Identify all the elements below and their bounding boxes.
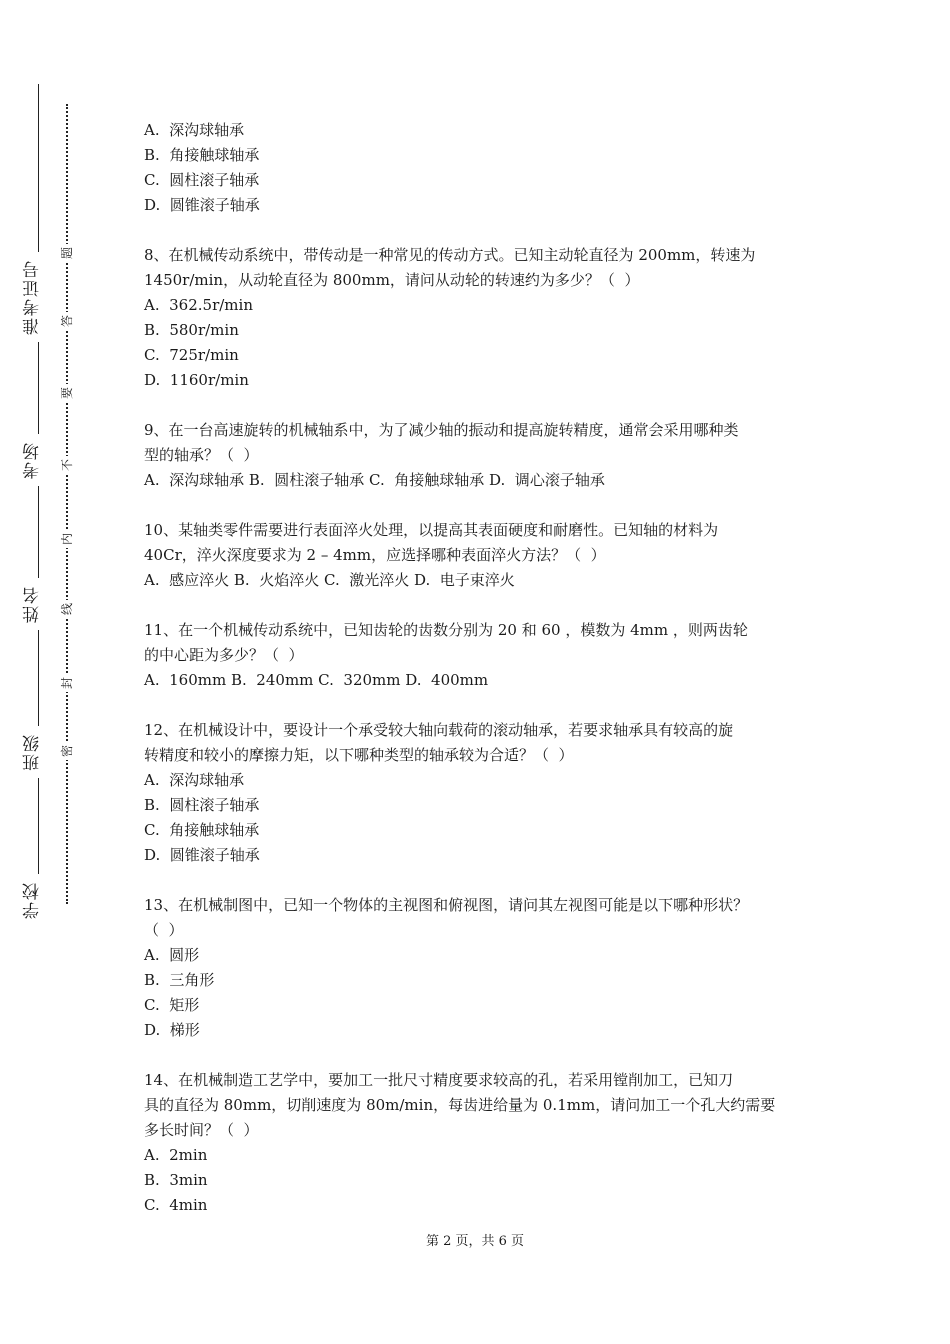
option: C. 矩形	[144, 996, 200, 1014]
margin-line-segment	[38, 630, 39, 726]
seal-char: 线	[58, 600, 76, 618]
question-text: 13、在机械制图中，已知一个物体的主视图和俯视图，请问其左视图可能是以下哪种形状？	[144, 896, 749, 914]
option: A. 深沟球轴承 B. 圆柱滚子轴承 C. 角接触球轴承 D. 调心滚子轴承	[144, 471, 605, 489]
school-label: 学校	[23, 881, 43, 919]
question-text: 12、在机械设计中，要设计一个承受较大轴向载荷的滚动轴承，若要求轴承具有较高的旋	[144, 721, 734, 739]
option: A. 圆形	[144, 946, 200, 964]
option: D. 梯形	[144, 1021, 200, 1039]
option: A. 深沟球轴承	[144, 121, 245, 139]
option: A. 2min	[144, 1146, 208, 1164]
seal-char: 封	[58, 674, 76, 692]
option: B. 3min	[144, 1171, 208, 1189]
question-14	[144, 1068, 814, 1218]
option: A. 160mm B. 240mm C. 320mm D. 400mm	[144, 671, 489, 689]
question-text: 11、在一个机械传动系统中，已知齿轮的齿数分别为 20 和 60 ，模数为 4mm ，则两齿轮	[144, 621, 748, 639]
option: B. 圆柱滚子轴承	[144, 796, 260, 814]
question-text: 10、某轴类零件需要进行表面淬火处理，以提高其表面硬度和耐磨性。已知轴的材料为	[144, 521, 719, 539]
option: D. 圆锥滚子轴承	[144, 196, 260, 214]
question-text: 8、在机械传动系统中，带传动是一种常见的传动方式。已知主动轮直径为 200mm，转速为	[144, 246, 756, 264]
option: A. 362.5r/min	[144, 296, 253, 314]
margin-line-segment	[38, 84, 39, 252]
option: C. 725r/min	[144, 346, 239, 364]
option: C. 角接触球轴承	[144, 821, 260, 839]
class-label: 班级	[23, 733, 43, 771]
seal-char: 密	[58, 742, 76, 760]
option: B. 角接触球轴承	[144, 146, 260, 164]
seal-char: 不	[58, 456, 76, 474]
question-7-options	[144, 118, 814, 218]
question-text: 多长时间？（ ）	[144, 1121, 259, 1139]
question-8	[144, 243, 814, 393]
option: A. 感应淬火 B. 火焰淬火 C. 激光淬火 D. 电子束淬火	[144, 571, 515, 589]
option: B. 三角形	[144, 971, 215, 989]
question-text: 9、在一台高速旋转的机械轴系中，为了减少轴的振动和提高旋转精度，通常会采用哪种类	[144, 421, 739, 439]
margin-line-segment	[38, 486, 39, 578]
seal-char: 内	[58, 530, 76, 548]
option: D. 圆锥滚子轴承	[144, 846, 260, 864]
question-text: 型的轴承？（ ）	[144, 446, 259, 464]
question-text: 40Cr，淬火深度要求为 2 – 4mm，应选择哪种表面淬火方法？（ ）	[144, 546, 606, 564]
question-9	[144, 418, 814, 493]
question-text: 转精度和较小的摩擦力矩，以下哪种类型的轴承较为合适？（ ）	[144, 746, 574, 764]
margin-line-segment	[38, 778, 39, 874]
option: B. 580r/min	[144, 321, 239, 339]
option: C. 4min	[144, 1196, 208, 1214]
question-text: 1450r/min，从动轮直径为 800mm，请问从动轮的转速约为多少？（ ）	[144, 271, 640, 289]
option: C. 圆柱滚子轴承	[144, 171, 260, 189]
question-text: 具的直径为 80mm，切削速度为 80m/min，每齿进给量为 0.1mm，请问加工一个孔大约需要	[144, 1096, 776, 1114]
option: A. 深沟球轴承	[144, 771, 245, 789]
question-13	[144, 893, 814, 1043]
seal-char: 要	[58, 384, 76, 402]
question-11	[144, 618, 814, 693]
question-text: 的中心距为多少？（ ）	[144, 646, 304, 664]
exam-number-label: 准考证号	[23, 259, 43, 335]
page-footer: 第 2 页，共 6 页	[425, 1234, 525, 1249]
margin-line-segment	[38, 342, 39, 434]
seal-dotted-line	[66, 104, 68, 904]
question-text: 14、在机械制造工艺学中，要加工一批尺寸精度要求较高的孔，若采用镗削加工，已知刀	[144, 1071, 734, 1089]
question-list	[144, 118, 814, 1243]
question-text: （ ）	[144, 921, 184, 939]
seal-char: 答	[58, 312, 76, 330]
name-label: 姓名	[23, 585, 43, 623]
option: D. 1160r/min	[144, 371, 249, 389]
question-10	[144, 518, 814, 593]
question-12	[144, 718, 814, 868]
exam-room-label: 考场	[23, 441, 43, 479]
seal-char: 题	[58, 244, 76, 262]
